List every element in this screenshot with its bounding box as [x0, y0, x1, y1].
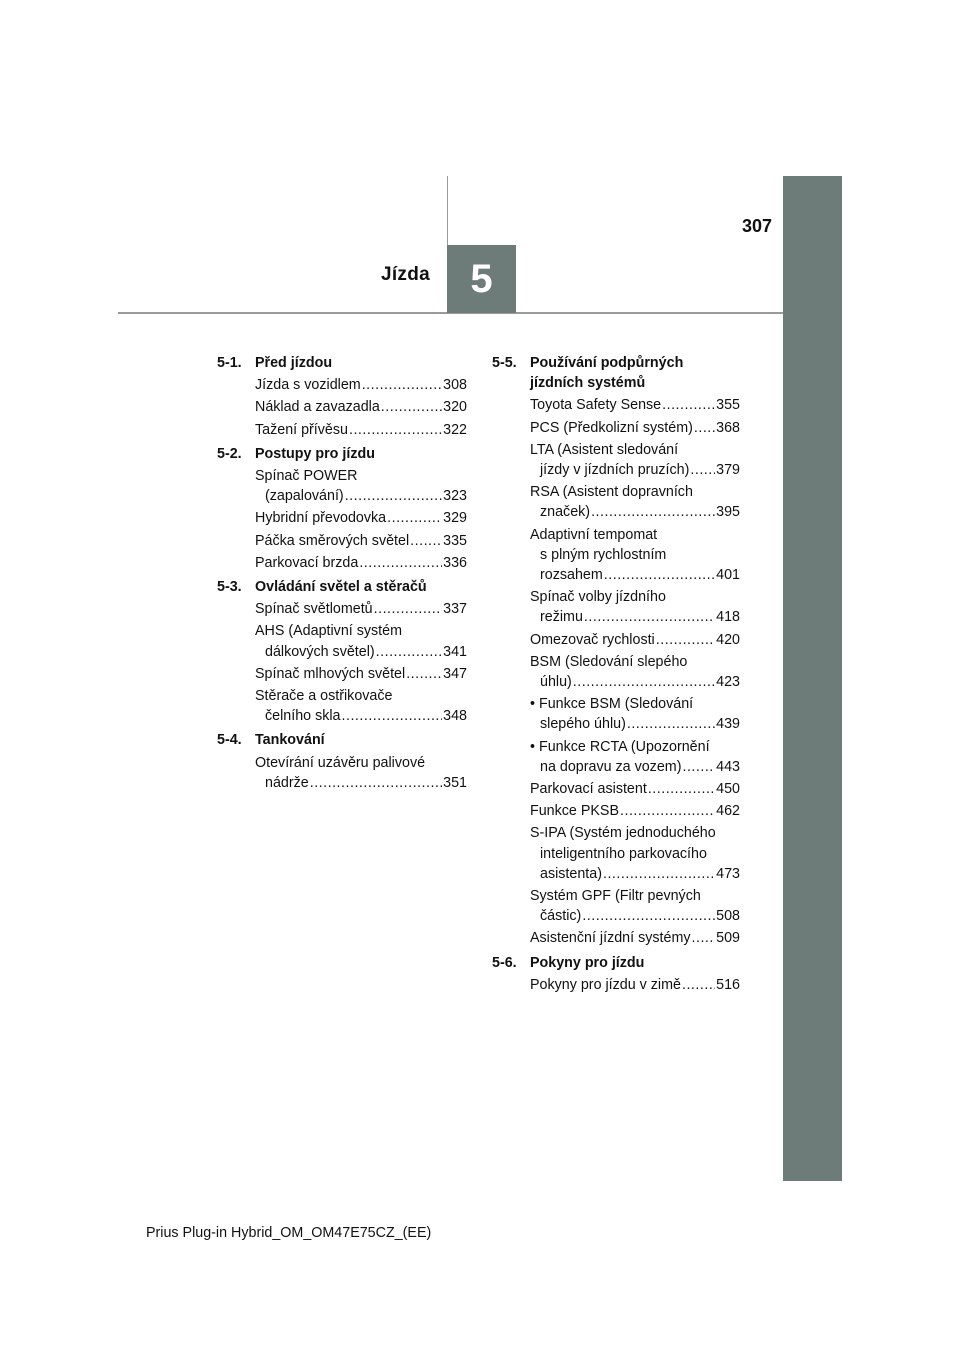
toc-entry[interactable] — [530, 525, 740, 586]
entry-last-line — [530, 975, 740, 995]
entry-line: PCS (Předkolizní systém) — [530, 419, 693, 436]
section-number: 5-6. — [492, 954, 517, 971]
dot-leader — [620, 801, 715, 821]
toc-entry[interactable] — [255, 397, 467, 417]
entry-page-number: 347 — [443, 665, 467, 682]
entry-text — [530, 587, 740, 627]
toc-entry[interactable] — [255, 686, 467, 726]
entry-last-line — [530, 928, 740, 948]
entry-text — [530, 482, 740, 522]
dot-leader — [387, 508, 442, 528]
entry-text — [255, 508, 467, 528]
entry-line: Spínač volby jízdního — [530, 589, 666, 606]
entry-page-number: 509 — [716, 930, 740, 947]
entry-last-line — [530, 714, 740, 734]
entry-text — [530, 823, 740, 884]
entry-page-number: 420 — [716, 631, 740, 648]
entry-text — [530, 737, 740, 777]
dot-leader — [662, 395, 715, 415]
toc-entry[interactable] — [530, 975, 740, 995]
dot-leader — [603, 864, 715, 884]
entry-line: (zapalování) — [265, 488, 344, 505]
entry-line: • Funkce RCTA (Upozornění — [530, 738, 710, 755]
entry-page-number: 341 — [443, 643, 467, 660]
section-number: 5-3. — [217, 579, 242, 596]
toc-entry[interactable] — [255, 753, 467, 793]
toc-entry[interactable] — [530, 801, 740, 821]
entry-page-number: 322 — [443, 421, 467, 438]
entry-page-number: 418 — [716, 609, 740, 626]
entry-last-line — [530, 565, 740, 585]
entry-line: • Funkce BSM (Sledování — [530, 696, 694, 713]
entry-text — [255, 664, 467, 684]
entry-last-line — [255, 531, 467, 551]
entry-line: asistenta) — [540, 865, 602, 882]
entry-text — [255, 599, 467, 619]
entry-last-line — [530, 864, 740, 884]
toc-entry[interactable] — [255, 621, 467, 661]
dot-leader — [591, 502, 715, 522]
entry-page-number: 336 — [443, 554, 467, 571]
toc-entry[interactable] — [255, 664, 467, 684]
dot-leader — [345, 486, 442, 506]
entry-page-number: 323 — [443, 488, 467, 505]
entry-line: dálkových světel) — [265, 643, 375, 660]
entry-last-line — [530, 630, 740, 650]
dot-leader — [349, 420, 442, 440]
entry-line: Otevírání uzávěru palivové — [255, 754, 426, 771]
entry-line: Systém GPF (Filtr pevných — [530, 888, 701, 905]
dot-leader — [604, 565, 715, 585]
toc-entry[interactable] — [530, 630, 740, 650]
toc-entry[interactable] — [530, 823, 740, 884]
toc-entry[interactable] — [530, 737, 740, 777]
chapter-number: 5 — [470, 256, 493, 301]
entry-last-line — [255, 642, 467, 662]
toc-entry[interactable] — [255, 531, 467, 551]
entry-line: AHS (Adaptivní systém — [255, 623, 402, 640]
dot-leader — [690, 460, 715, 480]
entry-line: Spínač POWER — [255, 468, 358, 485]
entry-page-number: 337 — [443, 601, 467, 618]
entry-page-number: 462 — [716, 803, 740, 820]
section-number: 5-1. — [217, 355, 242, 371]
chapter-side-tab — [783, 176, 842, 1181]
entry-last-line — [530, 757, 740, 777]
entry-page-number: 335 — [443, 532, 467, 549]
toc-entry[interactable] — [255, 599, 467, 619]
entry-text — [255, 553, 467, 573]
entry-page-number: 329 — [443, 510, 467, 527]
entry-last-line — [530, 672, 740, 692]
section-heading — [217, 730, 467, 750]
entry-text — [530, 395, 740, 415]
entry-page-number: 351 — [443, 774, 467, 791]
dot-leader — [374, 599, 443, 619]
entry-line: LTA (Asistent sledování — [530, 441, 679, 458]
toc-entry[interactable] — [255, 466, 467, 506]
dot-leader — [376, 642, 442, 662]
entry-text — [530, 694, 740, 734]
entry-line: Tažení přívěsu — [255, 421, 348, 438]
entry-last-line — [255, 397, 467, 417]
toc-entry[interactable] — [530, 694, 740, 734]
toc-column-left — [217, 353, 467, 797]
section-title: Tankování — [255, 732, 325, 749]
section-heading — [217, 353, 467, 373]
entry-text — [255, 753, 467, 793]
entry-text — [255, 375, 467, 395]
entry-line: Pokyny pro jízdu v zimě — [530, 976, 681, 993]
section-heading — [492, 953, 740, 973]
section-title: Ovládání světel a stěračů — [255, 579, 427, 596]
entry-text — [255, 420, 467, 440]
toc-entry[interactable] — [530, 587, 740, 627]
entry-page-number: 320 — [443, 399, 467, 416]
dot-leader — [310, 773, 442, 793]
entry-text — [255, 531, 467, 551]
chapter-title: Jízda — [380, 264, 430, 285]
entry-page-number: 423 — [716, 674, 740, 691]
entry-line: Parkovací asistent — [530, 781, 647, 798]
entry-text — [255, 621, 467, 661]
entry-line: Hybridní převodovka — [255, 510, 387, 527]
toc-section — [217, 444, 467, 573]
entry-line: režimu — [540, 609, 583, 626]
entry-last-line — [255, 553, 467, 573]
entry-last-line — [255, 664, 467, 684]
entry-text — [255, 686, 467, 726]
section-number: 5-4. — [217, 732, 242, 749]
entry-line: úhlu) — [540, 674, 572, 691]
dot-leader — [342, 706, 443, 726]
entry-text — [530, 630, 740, 650]
entry-last-line — [530, 906, 740, 926]
entry-text — [530, 525, 740, 586]
entry-page-number: 439 — [716, 716, 740, 733]
entry-last-line — [255, 773, 467, 793]
entry-text — [530, 418, 740, 438]
toc-entry[interactable] — [255, 553, 467, 573]
section-number: 5-2. — [217, 445, 242, 462]
entry-last-line — [255, 599, 467, 619]
entry-page-number: 401 — [716, 567, 740, 584]
toc-entry[interactable] — [530, 395, 740, 415]
section-title: Před jízdou — [255, 355, 333, 371]
section-heading — [217, 577, 467, 597]
dot-leader — [584, 607, 715, 627]
toc-section — [492, 953, 740, 995]
entry-page-number: 355 — [716, 397, 740, 414]
dot-leader — [656, 630, 715, 650]
entry-last-line — [255, 375, 467, 395]
toc-section — [217, 577, 467, 726]
entry-text — [530, 652, 740, 692]
entry-line: inteligentního parkovacího — [540, 845, 707, 862]
entry-line: S-IPA (Systém jednoduchého — [530, 825, 716, 842]
dot-leader — [362, 375, 442, 395]
dot-leader — [682, 975, 715, 995]
section-title: Pokyny pro jízdu — [530, 954, 645, 971]
document-footer: Prius Plug-in Hybrid_OM_OM47E75CZ_(EE) — [146, 1225, 432, 1241]
entry-page-number: 395 — [716, 504, 740, 521]
entry-line: čelního skla — [265, 708, 341, 725]
entry-page-number: 516 — [716, 976, 740, 993]
entry-line: Toyota Safety Sense — [530, 397, 662, 414]
toc-section — [492, 353, 740, 949]
toc-entry[interactable] — [530, 440, 740, 480]
entry-page-number: 473 — [716, 865, 740, 882]
entry-text — [530, 928, 740, 948]
dot-leader — [381, 397, 442, 417]
toc-entry[interactable] — [530, 886, 740, 926]
entry-line: Adaptivní tempomat — [530, 526, 658, 543]
entry-last-line — [530, 607, 740, 627]
entry-line: Omezovač rychlosti — [530, 631, 655, 648]
entry-page-number: 508 — [716, 908, 740, 925]
entry-line: značek) — [540, 504, 591, 521]
entry-line: RSA (Asistent dopravních — [530, 484, 693, 501]
entry-last-line — [255, 508, 467, 528]
entry-text — [530, 975, 740, 995]
entry-line: částic) — [540, 908, 582, 925]
section-title: Postupy pro jízdu — [255, 445, 375, 462]
dot-leader — [573, 672, 715, 692]
entry-text — [255, 397, 467, 417]
dot-leader — [406, 664, 442, 684]
chapter-number-box — [447, 245, 516, 313]
entry-page-number: 368 — [716, 419, 740, 436]
toc-column-right — [492, 353, 740, 999]
entry-line: Stěrače a ostřikovače — [255, 688, 393, 705]
entry-last-line — [530, 418, 740, 438]
entry-line: rozsahem — [540, 567, 603, 584]
entry-line: s plným rychlostním — [540, 546, 667, 563]
entry-line: Náklad a zavazadla — [255, 399, 380, 416]
entry-line: Spínač mlhových světel — [255, 665, 406, 682]
entry-last-line — [255, 420, 467, 440]
dot-leader — [627, 714, 715, 734]
entry-line: Funkce PKSB — [530, 803, 619, 820]
entry-text — [530, 440, 740, 480]
entry-line: BSM (Sledování slepého — [530, 653, 688, 670]
entry-text — [255, 466, 467, 506]
dot-leader — [648, 779, 715, 799]
entry-line: Páčka směrových světel — [255, 532, 410, 549]
entry-last-line — [255, 486, 467, 506]
dot-leader — [694, 418, 715, 438]
toc-entry[interactable] — [530, 418, 740, 438]
entry-line: Jízda s vozidlem — [255, 377, 361, 394]
section-heading — [492, 353, 740, 393]
header-divider-vertical — [447, 176, 448, 245]
entry-line: Parkovací brzda — [255, 554, 359, 571]
entry-last-line — [530, 460, 740, 480]
entry-last-line — [255, 706, 467, 726]
toc-entry[interactable] — [255, 508, 467, 528]
dot-leader — [582, 906, 715, 926]
entry-page-number: 308 — [443, 377, 467, 394]
dot-leader — [359, 553, 442, 573]
entry-page-number: 443 — [716, 758, 740, 775]
entry-line: nádrže — [265, 774, 309, 791]
section-number: 5-5. — [492, 355, 517, 371]
section-title: Používání podpůrných jízdních systémů — [530, 355, 684, 392]
toc-entry[interactable] — [530, 482, 740, 522]
entry-text — [530, 779, 740, 799]
dot-leader — [692, 928, 716, 948]
entry-line: Asistenční jízdní systémy — [530, 930, 691, 947]
toc-section — [217, 353, 467, 440]
entry-last-line — [530, 395, 740, 415]
dot-leader — [410, 531, 442, 551]
entry-text — [530, 886, 740, 926]
toc-entry[interactable] — [530, 779, 740, 799]
dot-leader — [682, 757, 715, 777]
toc-entry[interactable] — [530, 928, 740, 948]
entry-page-number: 348 — [443, 708, 467, 725]
entry-last-line — [530, 801, 740, 821]
toc-entry[interactable] — [530, 652, 740, 692]
toc-entry[interactable] — [255, 375, 467, 395]
entry-page-number: 379 — [716, 462, 740, 479]
entry-line: na dopravu za vozem) — [540, 758, 682, 775]
entry-line: slepého úhlu) — [540, 716, 626, 733]
toc-entry[interactable] — [255, 420, 467, 440]
entry-line: Spínač světlometů — [255, 601, 373, 618]
entry-page-number: 450 — [716, 781, 740, 798]
section-heading — [217, 444, 467, 464]
entry-last-line — [530, 779, 740, 799]
entry-text — [530, 801, 740, 821]
entry-last-line — [530, 502, 740, 522]
toc-section — [217, 730, 467, 793]
page-number: 307 — [741, 216, 772, 236]
entry-line: jízdy v jízdních pruzích) — [540, 462, 690, 479]
